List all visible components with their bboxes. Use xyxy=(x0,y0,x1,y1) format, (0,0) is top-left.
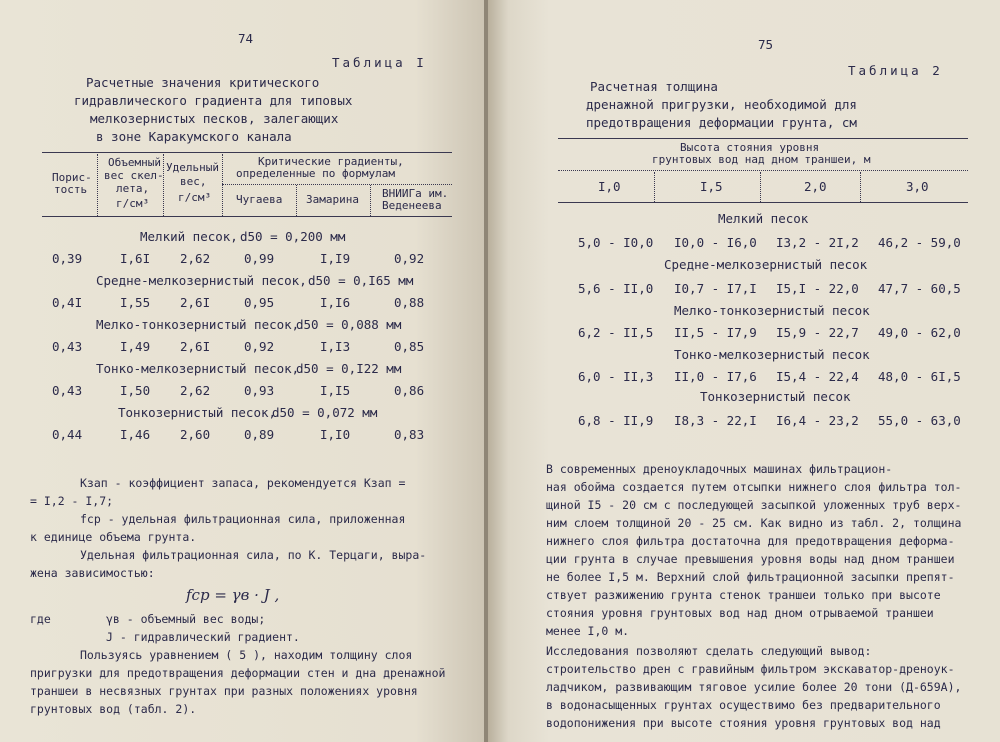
column-divider xyxy=(860,172,861,202)
table-cell: 0,86 xyxy=(394,383,425,398)
table-cell: I,46 xyxy=(120,427,151,442)
table-rule xyxy=(42,152,452,153)
table-cell: I,I9 xyxy=(320,251,351,266)
table-cell: 6,2 - II,5 xyxy=(578,325,654,340)
table-cell: 2,6I xyxy=(180,339,211,354)
page-number: 74 xyxy=(238,31,254,46)
grain-size: d50 = 0,I22 мм xyxy=(296,361,402,376)
table-label: Таблица 2 xyxy=(848,63,943,78)
text-line: в водонасыщенных грунтах осуществимо без предварительного xyxy=(546,698,941,712)
text-line: жена зависимостью: xyxy=(30,566,155,580)
table-cell: I,6I xyxy=(120,251,151,266)
column-divider xyxy=(222,154,223,216)
text-line: пригрузки для предотвращения деформации стен и дна дренажной xyxy=(30,666,446,680)
table-cell: I,49 xyxy=(120,339,151,354)
column-divider xyxy=(760,172,761,202)
group-label: Мелко-тонкозернистый песок xyxy=(674,303,870,318)
table-cell: I,I5 xyxy=(320,383,351,398)
group-label: Тонкозернистый песок, xyxy=(118,405,277,420)
table-cell: I5,9 - 22,7 xyxy=(776,325,859,340)
table-cell: I8,3 - 22,I xyxy=(674,413,757,428)
table-cell: 0,83 xyxy=(394,427,425,442)
page-number: 75 xyxy=(758,37,774,52)
table-rule xyxy=(558,202,968,203)
table-cell: I0,7 - I7,I xyxy=(674,281,757,296)
text-line: γв - объемный вес воды; xyxy=(106,612,266,626)
text-line: где xyxy=(30,612,51,626)
header-porosity: тость xyxy=(54,183,88,196)
text-line: к единице объема грунта. xyxy=(30,530,197,544)
group-label: Мелкий песок xyxy=(718,211,809,226)
group-label: Мелкий песок, xyxy=(140,229,238,244)
text-line: = I,2 - I,7; xyxy=(30,494,114,508)
table-cell: I6,4 - 23,2 xyxy=(776,413,859,428)
text-line: Удельная фильтрационная сила, по К. Терцаги, выра- xyxy=(80,548,427,562)
header-water-level: грунтовых вод над дном траншеи, м xyxy=(652,153,871,166)
column-divider xyxy=(296,185,297,216)
text-line: нижнего слоя фильтра достаточна для предотвращения деформа- xyxy=(546,534,955,548)
grain-size: d50 = 0,I65 мм xyxy=(308,273,414,288)
title-line: гидравлического градиента для типовых xyxy=(74,93,353,108)
table-cell: 0,39 xyxy=(52,251,83,266)
table-cell: 49,0 - 62,0 xyxy=(878,325,961,340)
text-line: стояния уровня грунтовых вод над дном отрываемой траншеи xyxy=(546,606,934,620)
formula: fср = γв · J , xyxy=(186,586,280,604)
table-cell: 0,95 xyxy=(244,295,275,310)
group-label: Мелко-тонкозернистый песок, xyxy=(96,317,300,332)
header-water-level: Высота стояния уровня xyxy=(680,141,820,154)
text-line: не более I,5 м. Верхний слой фильтрационной засыпки препят- xyxy=(546,570,955,584)
text-line: J - гидравлический градиент. xyxy=(106,630,300,644)
table-cell: I,I3 xyxy=(320,339,351,354)
header-critical-gradients: определенные по формулам xyxy=(236,167,395,180)
grain-size: d50 = 0,200 мм xyxy=(240,229,346,244)
table-cell: 2,60 xyxy=(180,427,211,442)
title-line: Расчетные значения критического xyxy=(86,75,320,90)
header-bulk-density: вес скел- xyxy=(104,169,164,182)
text-line: ная обойма создается путем отсыпки нижнего слоя фильтра тол- xyxy=(546,480,962,494)
table-cell: I,I0 xyxy=(320,427,351,442)
table-cell: II,5 - I7,9 xyxy=(674,325,757,340)
table-cell: 0,99 xyxy=(244,251,275,266)
table-cell: 0,85 xyxy=(394,339,425,354)
header-subrule xyxy=(222,184,452,185)
header-vniig: Веденеева xyxy=(382,199,442,212)
header-specific-weight: вес, xyxy=(180,175,207,188)
table-cell: 0,4I xyxy=(52,295,83,310)
text-line: водопонижения при высоте стояния уровня грунтовых вод над xyxy=(546,716,941,730)
table-cell: 0,43 xyxy=(52,383,83,398)
table-cell: I,50 xyxy=(120,383,151,398)
group-label: Тонко-мелкозернистый песок, xyxy=(96,361,300,376)
table-cell: 46,2 - 59,0 xyxy=(878,235,961,250)
table-cell: 0,44 xyxy=(52,427,83,442)
table-cell: 0,93 xyxy=(244,383,275,398)
header-zamarin: Замарина xyxy=(306,193,359,206)
title-line: в зоне Каракумского канала xyxy=(96,129,292,144)
header-subrule xyxy=(558,170,968,171)
table-cell: I,55 xyxy=(120,295,151,310)
table-cell: 6,0 - II,3 xyxy=(578,369,654,384)
title-line: дренажной пригрузки, необходимой для xyxy=(586,97,857,112)
text-line: Пользуясь уравнением ( 5 ), находим толщину слоя xyxy=(80,648,413,662)
table-cell: I0,0 - I6,0 xyxy=(674,235,757,250)
text-line: строительство дрен с гравийным фильтром экскаватор-дреноук- xyxy=(546,662,955,676)
header-vniig: ВНИИГа им. xyxy=(382,187,449,200)
table-cell: 55,0 - 63,0 xyxy=(878,413,961,428)
column-header: I,5 xyxy=(700,179,723,194)
group-label: Тонкозернистый песок xyxy=(700,389,851,404)
column-divider xyxy=(163,154,164,216)
column-header: 3,0 xyxy=(906,179,929,194)
text-line: Кзап - коэффициент запаса, рекомендуется Кзап = xyxy=(80,476,406,490)
table-cell: 2,62 xyxy=(180,383,211,398)
title-line: Расчетная толщина xyxy=(590,79,718,94)
header-specific-weight: г/см³ xyxy=(178,191,212,204)
column-divider xyxy=(370,185,371,216)
header-bulk-density: Объемный xyxy=(108,156,161,169)
table-cell: I5,4 - 22,4 xyxy=(776,369,859,384)
table-label: Таблица I xyxy=(332,55,427,70)
table-cell: II,0 - I7,6 xyxy=(674,369,757,384)
table-cell: 5,0 - I0,0 xyxy=(578,235,654,250)
table-cell: 0,89 xyxy=(244,427,275,442)
text-line: щиной I5 - 20 см с последующей засыпкой уложенных труб верх- xyxy=(546,498,962,512)
table-cell: I,I6 xyxy=(320,295,351,310)
text-line: грунтовых вод (табл. 2). xyxy=(30,702,197,716)
grain-size: d50 = 0,088 мм xyxy=(296,317,402,332)
table-cell: 0,88 xyxy=(394,295,425,310)
header-bulk-density: лета, xyxy=(116,182,150,195)
text-line: ствует разжижению грунта стенок траншеи только при высоте xyxy=(546,588,941,602)
table-rule xyxy=(42,216,452,217)
column-divider xyxy=(654,172,655,202)
title-line: предотвращения деформации грунта, см xyxy=(586,115,857,130)
text-line: траншеи в несвязных грунтах при разных положениях уровня xyxy=(30,684,418,698)
header-bulk-density: г/см³ xyxy=(116,197,150,210)
column-header: I,0 xyxy=(598,179,621,194)
table-cell: 0,92 xyxy=(244,339,275,354)
text-line: менее I,0 м. xyxy=(546,624,630,638)
group-label: Средне-мелкозернистый песок, xyxy=(96,273,307,288)
column-divider xyxy=(97,154,98,216)
table-cell: 6,8 - II,9 xyxy=(578,413,654,428)
table-cell: 2,62 xyxy=(180,251,211,266)
group-label: Средне-мелкозернистый песок xyxy=(664,257,868,272)
text-line: ладчиком, развивающим тяговое усилие более 20 тони (Д-659А), xyxy=(546,680,962,694)
group-label: Тонко-мелкозернистый песок xyxy=(674,347,870,362)
table-cell: 5,6 - II,0 xyxy=(578,281,654,296)
table-cell: I3,2 - 2I,2 xyxy=(776,235,859,250)
header-porosity: Порис- xyxy=(52,171,92,184)
table-cell: I5,I - 22,0 xyxy=(776,281,859,296)
text-line: Исследования позволяют сделать следующий вывод: xyxy=(546,644,872,658)
table-cell: 0,43 xyxy=(52,339,83,354)
table-rule xyxy=(558,138,968,139)
text-line: В современных дреноукладочных машинах фильтрацион- xyxy=(546,462,893,476)
table-cell: 2,6I xyxy=(180,295,211,310)
header-chugaev: Чугаева xyxy=(236,193,283,206)
right-page xyxy=(488,0,1000,742)
table-cell: 48,0 - 6I,5 xyxy=(878,369,961,384)
column-header: 2,0 xyxy=(804,179,827,194)
text-line: ним слоем толщиной 20 - 25 см. Как видно из табл. 2, толщина xyxy=(546,516,962,530)
table-cell: 0,92 xyxy=(394,251,425,266)
table-cell: 47,7 - 60,5 xyxy=(878,281,961,296)
header-critical-gradients: Критические градиенты, xyxy=(258,155,404,168)
left-page xyxy=(0,0,488,742)
text-line: ции грунта в случае превышения уровня воды над дном траншеи xyxy=(546,552,955,566)
grain-size: d50 = 0,072 мм xyxy=(272,405,378,420)
header-specific-weight: Удельный xyxy=(166,161,219,174)
title-line: мелкозернистых песков, залегающих xyxy=(90,111,339,126)
text-line: fср - удельная фильтрационная сила, приложенная xyxy=(80,512,406,526)
